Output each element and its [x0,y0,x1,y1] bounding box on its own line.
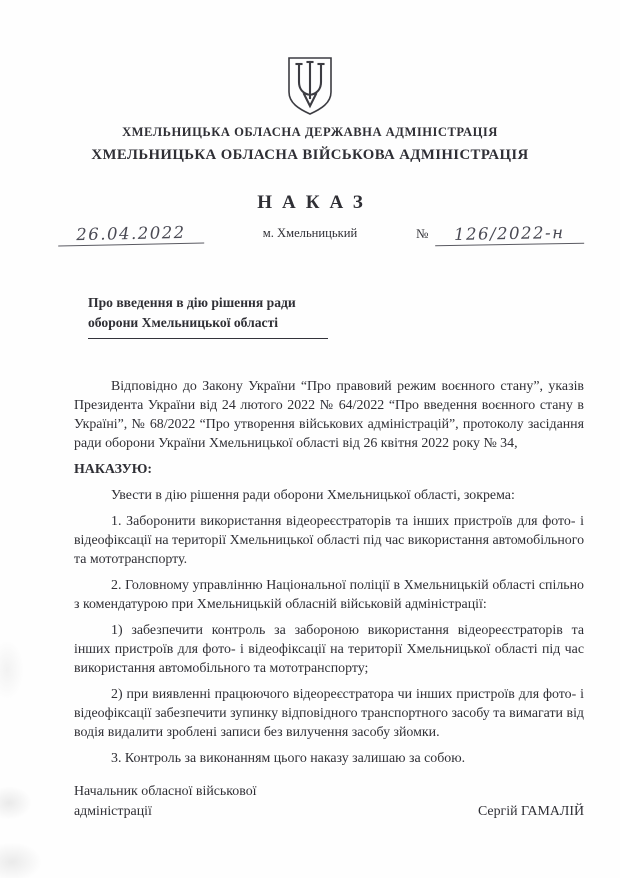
signer-position-line-2: адміністрації [74,804,152,819]
requisites-row [58,224,584,245]
scan-artifact [0,640,24,700]
number-sign: № [416,226,429,241]
ukraine-trident-emblem-icon [284,56,336,116]
date-handwritten: 26.04.2022 [58,222,204,246]
order-item: 1. Заборонити використання відеореєстраторів та інших пристроїв для фото- і відеофіксації на території Хмельницької області під час використання автомобільного та мототранспорту. [74,514,585,567]
subject-line-2: оборони Хмельницької області [88,315,279,330]
order-item: 1) забезпечити контроль за забороною використання відеореєстраторів та інших пристроїв для фото- і відеофіксації на території Хмельницької області під час використання автомобільного та мототранспорту; [74,623,584,676]
preamble-paragraph: Відповідно до Закону України “Про правовий режим воєнного стану”, указів Президента України від 24 лютого 2022 № 64/2022 “Про введення воєнного стану в Україні”, № 68/2022 “Про утворення військових адміністрацій”, протоколу засідання ради оборони України Хмельницької області від 26 квітня 2022 року № 34, [74,379,584,451]
scan-artifact [0,842,42,878]
scan-artifact [0,786,32,820]
signature-block [74,782,584,822]
document-body [74,377,584,768]
signer-position [74,782,257,822]
document-number-block [416,224,584,245]
order-heading: НАКАЗУЮ: [74,462,153,477]
signer-name: Сергій ГАМАЛІЙ [477,804,584,819]
order-item: 2) при виявленні працюючого відеореєстратора чи інших пристроїв для фото- і відеофіксації забезпечити зупинку відповідного транспортного засобу та вимагати від водія видалити зроблені записи без вилучення засобу зйомки. [74,687,584,740]
document-type-title: НАКАЗ [257,192,373,213]
order-item: 3. Контроль за виконанням цього наказу залишаю за собою. [111,751,466,766]
number-handwritten: 126/2022-н [435,223,584,247]
authority-name-state: ХМЕЛЬНИЦЬКА ОБЛАСНА ДЕРЖАВНА АДМІНІСТРАЦІЯ [122,125,498,139]
subject-line-1: Про введення в дію рішення ради [88,295,296,310]
place-of-issue: м. Хмельницький [262,226,358,240]
signer-position-line-1: Начальник обласної військової [74,784,257,799]
order-item: Увести в дію рішення ради оборони Хмельницької області, зокрема: [111,488,515,503]
order-item: 2. Головному управлінню Національної поліції в Хмельницькій області спільно з комендатурою при Хмельницькій обласній військовій адміністрації: [74,578,584,612]
authority-name-military: ХМЕЛЬНИЦЬКА ОБЛАСНА ВІЙСЬКОВА АДМІНІСТРАЦІЯ [91,147,529,163]
subject-heading [88,293,328,339]
